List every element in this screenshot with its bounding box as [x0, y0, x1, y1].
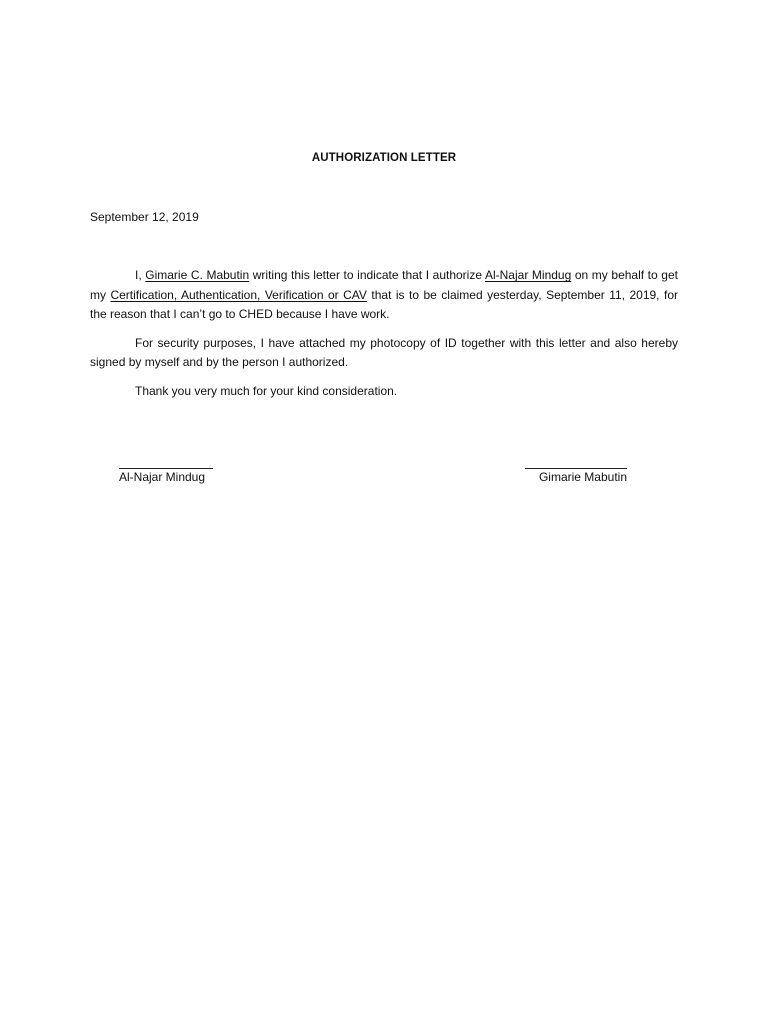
letter-date: September 12, 2019 [90, 210, 199, 224]
paragraph-text: writing this letter to indicate that I authorize [249, 268, 485, 282]
paragraph-security: For security purposes, I have attached my photocopy of ID together with this letter and also hereby signed by myself and by the person I authorized. [90, 335, 678, 369]
paragraph-text: I, [135, 268, 146, 282]
paragraph-text: that is to be claimed yesterday, September 11, 2019, for the reason that I can’t go to CHED because I have work. [90, 287, 678, 321]
letter-body [90, 266, 678, 410]
paragraph-authorization [90, 266, 678, 325]
paragraph-thanks: Thank you very much for your kind consideration. [135, 383, 398, 398]
letter-title: AUTHORIZATION LETTER [311, 152, 457, 164]
paragraph-text: on my behalf to get my [90, 268, 678, 302]
documents-requested: Certification, Authentication, Verification or CAV [110, 287, 367, 302]
signature-line-authorized [119, 468, 213, 485]
signature-name-authorized: Al-Najar Mindug [119, 470, 206, 484]
signature-name-authorizer: Gimarie Mabutin [538, 470, 627, 484]
signature-line-authorizer [525, 468, 627, 485]
authorized-name: Al-Najar Mindug [484, 268, 572, 282]
authorizer-name: Gimarie C. Mabutin [145, 268, 250, 282]
